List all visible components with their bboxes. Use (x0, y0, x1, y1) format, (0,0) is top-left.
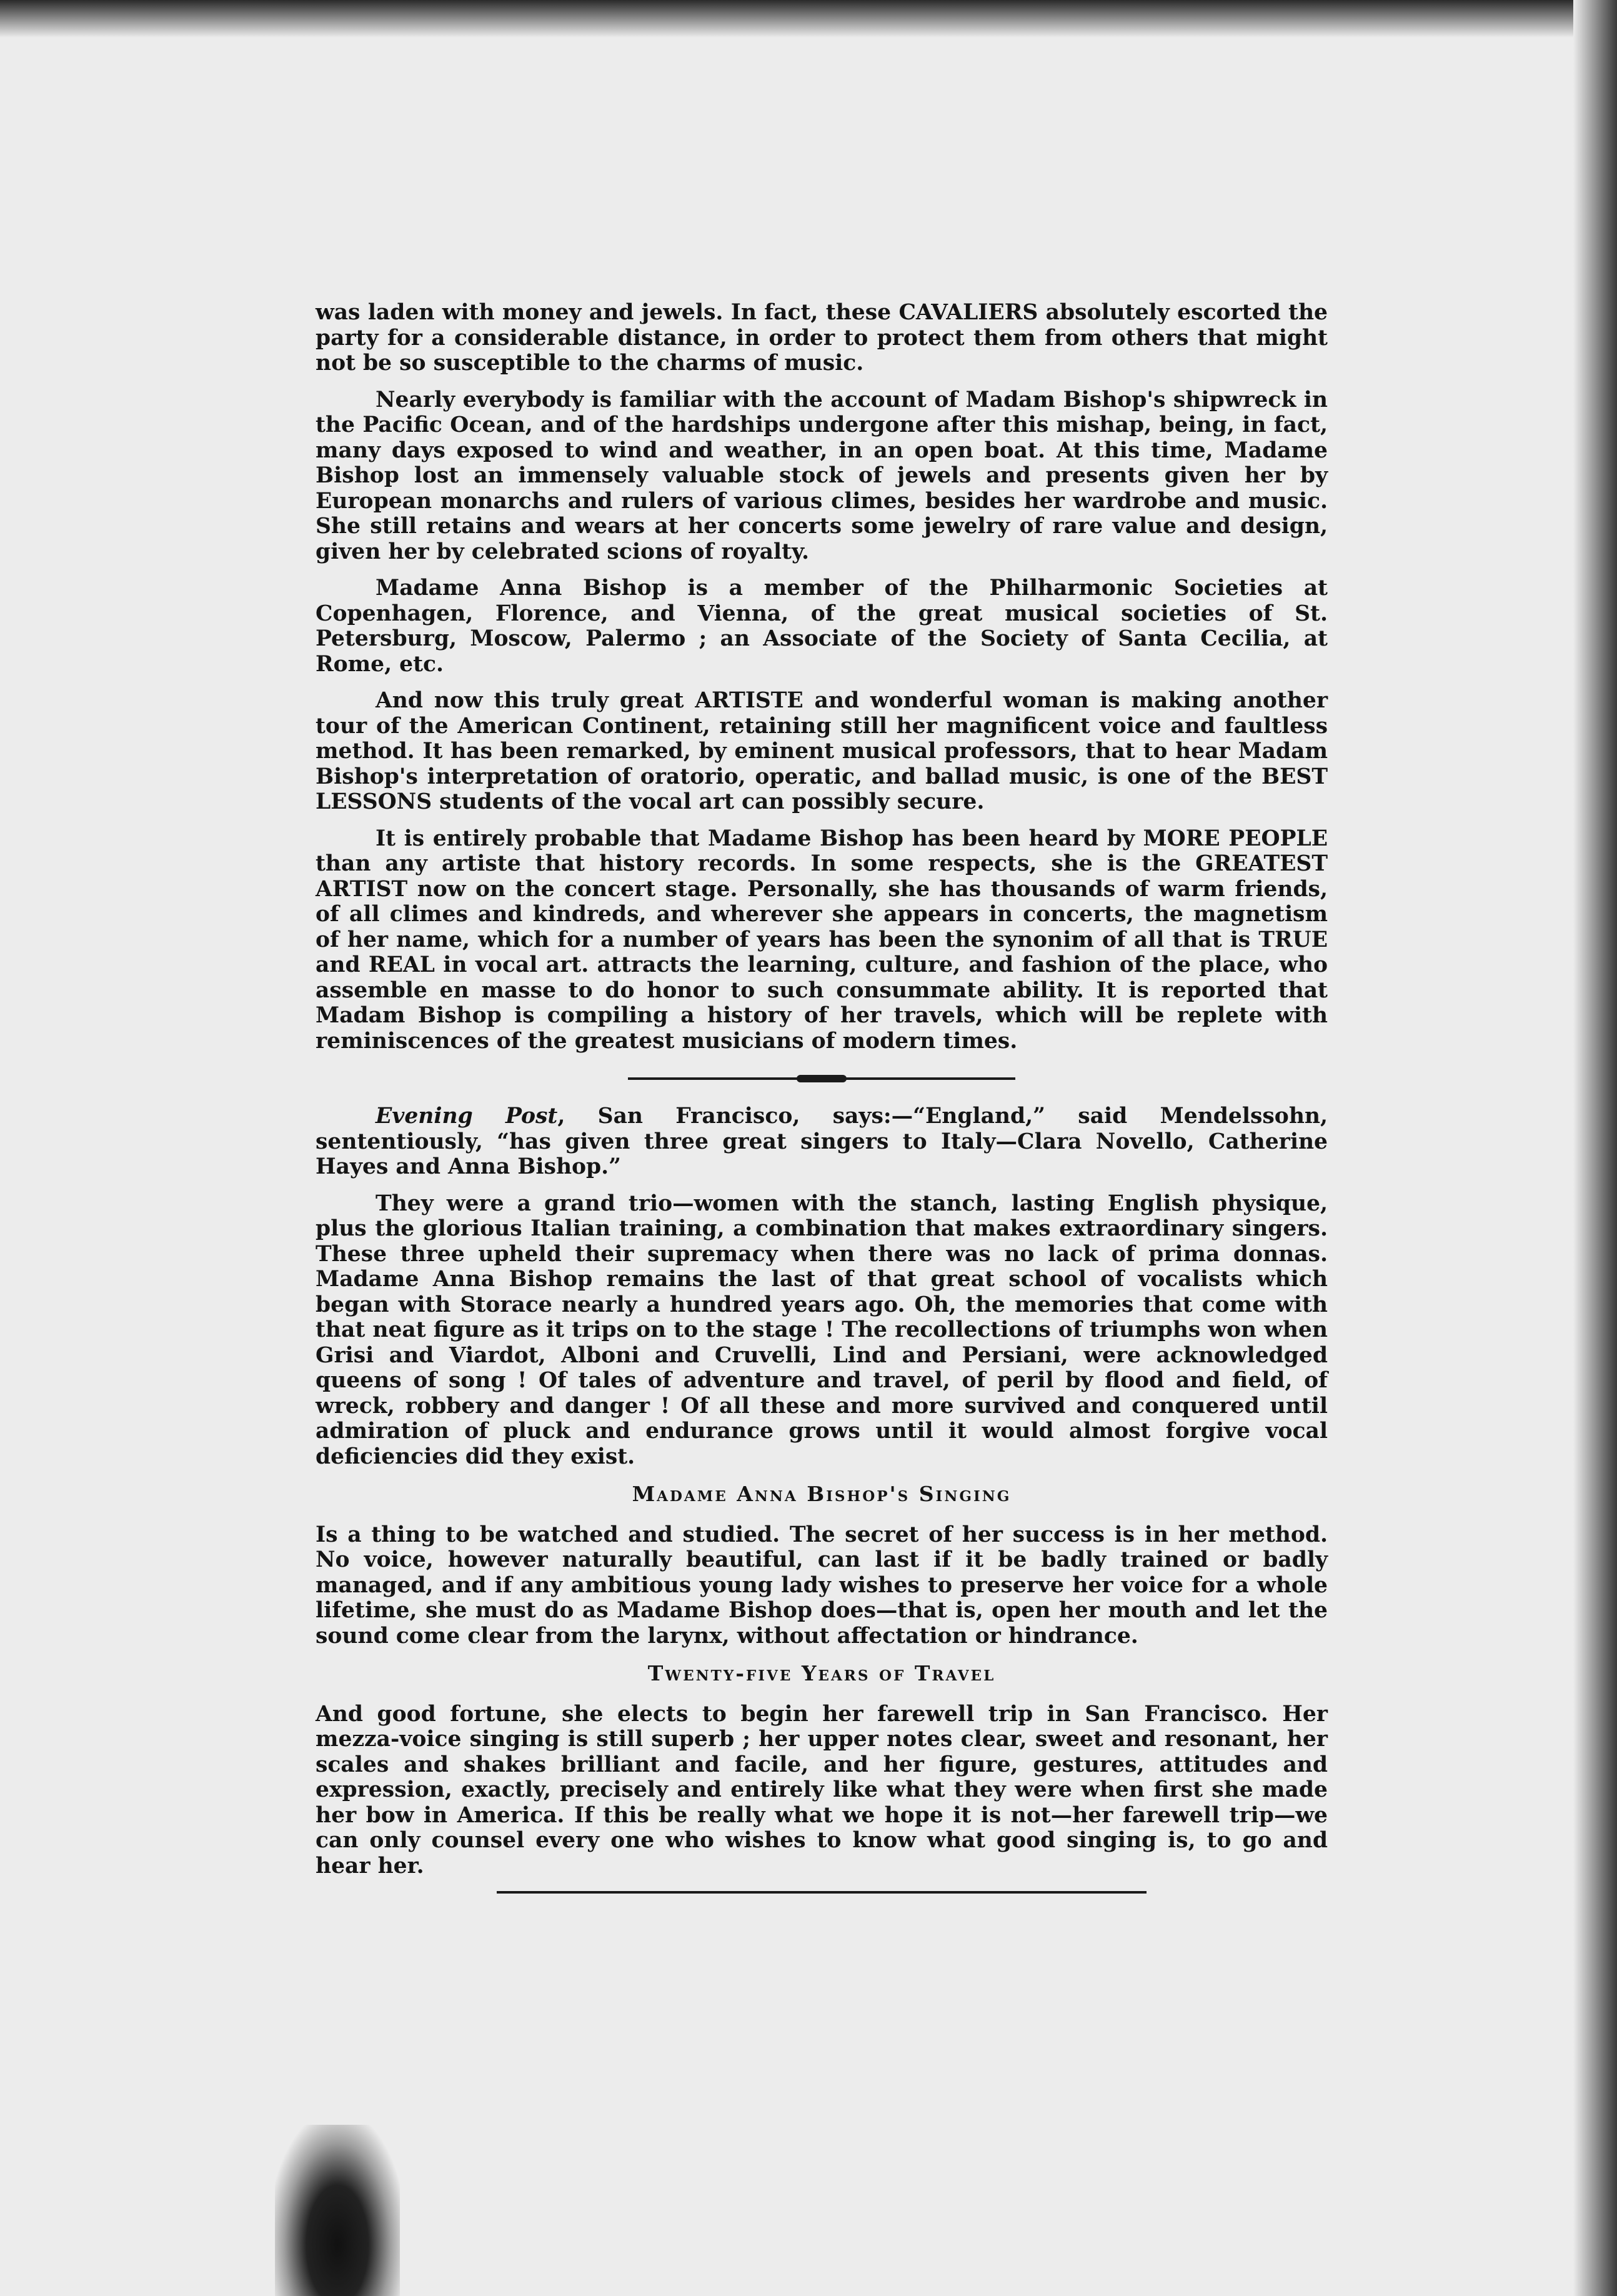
paragraph-cavaliers: was laden with money and jewels. In fact, these CAVALIERS absolutely escorted the party for a considerable distance, in order to protect them from others that might not be so susceptible to the charms of music. (316, 300, 1328, 376)
paragraph-shipwreck: Nearly everybody is familiar with the account of Madam Bishop's shipwreck in the Pacific Ocean, and of the hardships undergone after this mishap, being, in fact, many days exposed to wind and weather, in an open boat. At this time, Madame Bishop lost an immensely valuable stock of jewels and presents given her by European monarchs and rulers of various climes, besides her wardrobe and music. She still retains and wears at her concerts some jewelry of rare value and design, given her by celebrated scions of royalty. (316, 387, 1328, 564)
article-body (316, 300, 1328, 1917)
page-damage-stain (275, 2125, 400, 2296)
scan-edge-top (0, 0, 1617, 37)
paragraph-grand-trio: They were a grand trio—women with the stanch, lasting English physique, plus the glorious Italian training, a combination that makes extraordinary singers. These three upheld their supremacy when there was no lack of prima donnas. Madame Anna Bishop remains the last of that great school of vocalists which began with Storace nearly a hundred years ago. Oh, the memories that come with that neat figure as it trips on to the stage ! The recollections of triumphs won when Grisi and Viardot, Alboni and Cruvelli, Lind and Persiani, were acknowledged queens of song ! Of tales of adventure and travel, of peril by flood and field, of wreck, robbery and danger ! Of all these and more survived and conquered until admiration of pluck and endurance grows until it would almost forgive vocal deficiencies did they exist. (316, 1190, 1328, 1469)
paragraph-farewell-trip: And good fortune, she elects to begin her farewell trip in San Francisco. Her mezza-voice singing is still superb ; her upper notes clear, sweet and resonant, her scales and shakes brilliant and facile, and her figure, gestures, attitudes and expression, exactly, precisely and entirely like what they were when first she made her bow in America. If this be really what we hope it is not—her farewell trip—we can only counsel every one who wishes to know what good singing is, to go and hear her. (316, 1701, 1328, 1879)
paragraph-method: Is a thing to be watched and studied. The secret of her success is in her method. No voice, however naturally beautiful, can last if it be badly trained or badly managed, and if any ambitious young lady wishes to preserve her voice for a whole lifetime, she must do as Madame Bishop does—that is, open her mouth and let the sound come clear from the larynx, without affectation or hindrance. (316, 1522, 1328, 1649)
paragraph-american-tour: And now this truly great ARTISTE and wonderful woman is making another tour of the American Continent, retaining still her magnificent voice and faultless method. It has been remarked, by eminent musical professors, that to hear Madam Bishop's interpretation of oratorio, operatic, and ballad music, is one of the BEST LESSONS students of the vocal art can possibly secure. (316, 688, 1328, 814)
scan-edge-right (1573, 0, 1617, 2296)
heading-travel: Twenty-five Years of Travel (647, 1661, 996, 1685)
paragraph-societies: Madame Anna Bishop is a member of the Philharmonic Societies at Copenhagen, Florence, and Vienna, of the great musical societies of St. Petersburg, Moscow, Palermo ; an Associate of the Society of Santa Cecilia, at Rome, etc. (316, 576, 1328, 677)
ornamental-divider (628, 1077, 1015, 1080)
evening-post-quote: , San Francisco, says:—“England,” said Mendelssohn, sententiously, “has given three great singers to Italy—Clara Novello, Catherine Hayes and Anna Bishop.” (316, 1104, 1328, 1179)
paragraph-evening-post (316, 1104, 1328, 1180)
bottom-divider (497, 1891, 1147, 1894)
heading-singing: Madame Anna Bishop's Singing (632, 1482, 1012, 1506)
source-evening-post: Evening Post (376, 1104, 558, 1129)
paragraph-heard-by-more-people: It is entirely probable that Madame Bishop has been heard by MORE PEOPLE than any artiste that history records. In some respects, she is the GREATEST ARTIST now on the concert stage. Personally, she has thousands of warm friends, of all climes and kindreds, and wherever she appears in concerts, the magnetism of her name, which for a number of years has been the synonim of all that is TRUE and REAL in vocal art. attracts the learning, culture, and fashion of the place, who assemble en masse to do honor to such consummate ability. It is reported that Madam Bishop is compiling a history of her travels, which will be replete with reminiscences of the greatest musicians of modern times. (316, 826, 1328, 1054)
